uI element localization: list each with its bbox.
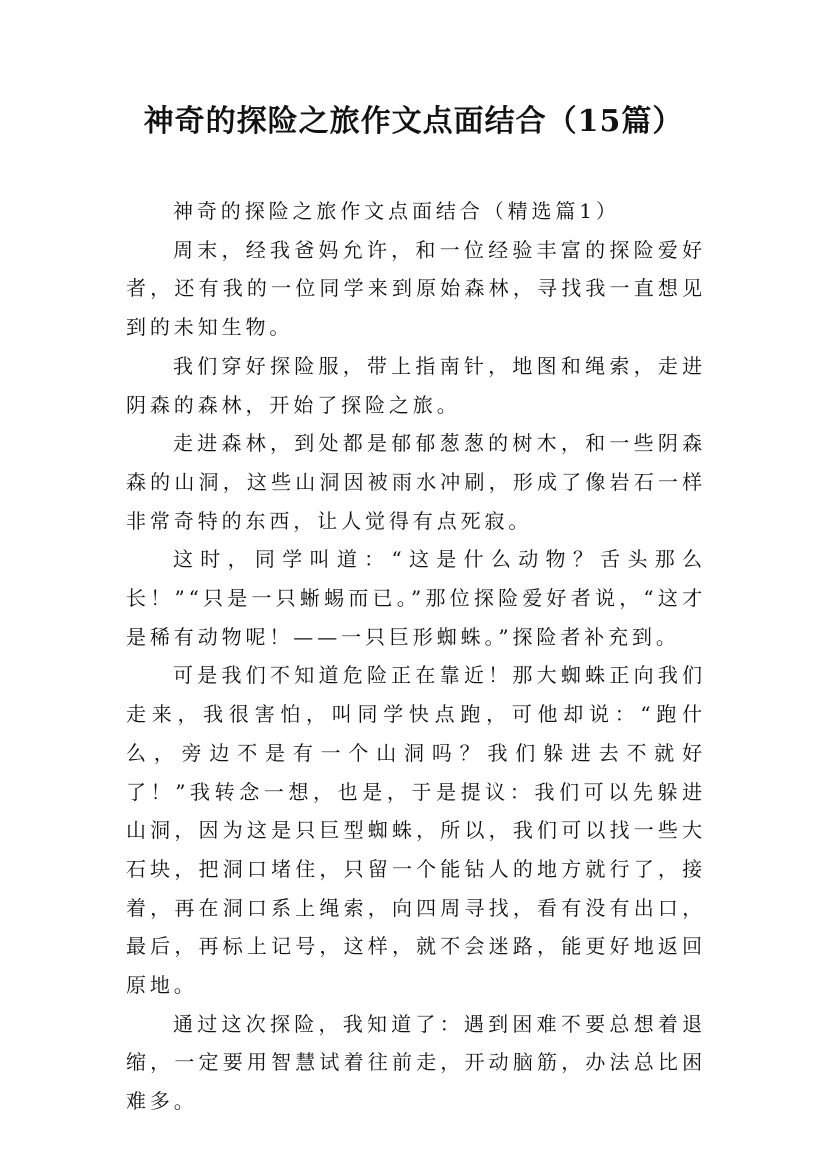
paragraph: 这时，同学叫道：“这是什么动物？舌头那么长！”“只是一只蜥蜴而已。”那位探险爱好者说，“这才是稀有动物呢！——一只巨形蜘蛛。”探险者补充到。 xyxy=(126,547,706,649)
paragraph: 周末，经我爸妈允许，和一位经验丰富的探险爱好者，还有我的一位同学来到原始森林，寻找我一直想见到的未知生物。 xyxy=(126,237,706,340)
paragraph: 走进森林，到处都是郁郁葱葱的树木，和一些阴森森的山洞，这些山洞因被雨水冲刷，形成了像岩石一样非常奇特的东西，让人觉得有点死寂。 xyxy=(126,431,706,533)
section-heading: 神奇的探险之旅作文点面结合（精选篇1） xyxy=(173,199,620,223)
document-title: 神奇的探险之旅作文点面结合（15篇） xyxy=(143,104,684,139)
paragraph: 我们穿好探险服，带上指南针，地图和绳索，走进阴森的森林，开始了探险之旅。 xyxy=(126,353,706,417)
paragraph: 通过这次探险，我知道了：遇到困难不要总想着退缩，一定要用智慧试着往前走，开动脑筋，办法总比困难多。 xyxy=(126,1011,706,1114)
paragraph: 可是我们不知道危险正在靠近！那大蜘蛛正向我们走来，我很害怕，叫同学快点跑，可他却说：“跑什么，旁边不是有一个山洞吗？我们躲进去不就好了！”我转念一想，也是，于是提议：我们可以先躲进山洞，因为这是只巨型蜘蛛，所以，我们可以找一些大石块，把洞口堵住，只留一个能钻人的地方就行了，接着，再在洞口系上绳索，向四周寻找，看有没有出口，最后，再标上记号，这样，就不会迷路，能更好地返回原地。 xyxy=(126,663,706,998)
document-body xyxy=(126,192,706,1121)
